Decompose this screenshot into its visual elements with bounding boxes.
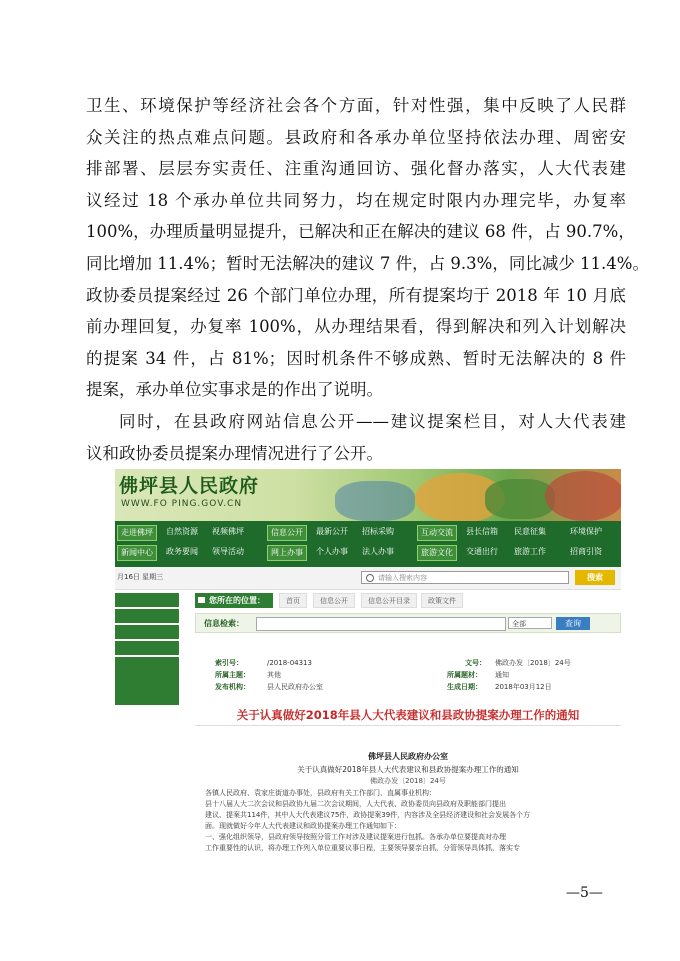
info-search-input[interactable] bbox=[256, 617, 506, 631]
nav-item[interactable]: 法人办事 bbox=[362, 547, 394, 556]
meta-key: 文号： bbox=[465, 659, 486, 667]
text-line: 排部署、层层夯实责任、注重沟通回访、强化督办落实，人大代表建 bbox=[86, 159, 626, 179]
document-subtitle: 关于认真做好2018年县人大代表建议和县政协提案办理工作的通知 bbox=[297, 765, 519, 774]
nav-item[interactable]: 环境保护 bbox=[570, 527, 602, 536]
meta-value: 通知 bbox=[495, 671, 509, 679]
current-date: 月16日 星期三 bbox=[117, 573, 164, 581]
breadcrumb-item[interactable]: 信息公开 bbox=[313, 593, 355, 608]
breadcrumb-item[interactable]: 首页 bbox=[279, 593, 307, 608]
main-nav bbox=[115, 521, 621, 567]
page-number: —5— bbox=[566, 885, 603, 901]
info-search-bar bbox=[195, 613, 621, 633]
site-search-button[interactable]: 搜索 bbox=[575, 570, 615, 585]
meta-row bbox=[195, 669, 621, 681]
nav-row-2 bbox=[115, 545, 621, 565]
body-line: 县十八届人大二次会议和县政协九届二次会议期间，人大代表、政协委员向县政府及职能部门提出 bbox=[205, 800, 506, 808]
body-line: 一、强化组织领导，县政府领导按照分管工作对涉及建议提案进行包抓。各承办单位要提高对办理 bbox=[205, 833, 506, 841]
text-line: 政协委员提案经过 26 个部门单位办理，所有提案均于 2018 年 10 月底 bbox=[86, 285, 626, 305]
sidebar-item[interactable] bbox=[115, 625, 179, 639]
body-paragraph-1 bbox=[86, 90, 649, 406]
nav-item[interactable]: 旅游工作 bbox=[514, 547, 546, 556]
search-icon bbox=[366, 574, 374, 582]
body-paragraph-2 bbox=[86, 406, 626, 469]
meta-key: 发布机构： bbox=[215, 683, 250, 691]
document-metadata bbox=[195, 657, 621, 693]
body-line: 各镇人民政府、袁家庄街道办事处，县政府有关工作部门、直属事业机构： bbox=[205, 789, 436, 797]
meta-value: 其他 bbox=[267, 671, 281, 679]
meta-key: 所属主题： bbox=[215, 671, 250, 679]
home-icon bbox=[198, 597, 205, 603]
nav-item[interactable]: 旅游文化 bbox=[417, 545, 457, 561]
nav-item[interactable]: 最新公开 bbox=[316, 527, 348, 536]
nav-item[interactable]: 领导活动 bbox=[212, 547, 244, 556]
nav-item[interactable]: 县长信箱 bbox=[466, 527, 498, 536]
search-placeholder: 请输入搜索内容 bbox=[378, 574, 427, 582]
info-search-select[interactable]: 全部 bbox=[508, 617, 552, 629]
nav-item[interactable]: 政务要闻 bbox=[166, 547, 198, 556]
location-label: 您所在的位置： bbox=[195, 593, 273, 608]
site-title: 佛坪县人民政府 bbox=[119, 475, 260, 497]
text-line: 卫生、环境保护等经济社会各个方面，针对性强，集中反映了人民群 bbox=[86, 96, 626, 115]
nav-item[interactable]: 信息公开 bbox=[267, 525, 307, 541]
nav-item[interactable]: 招标采购 bbox=[362, 527, 394, 536]
site-search-input[interactable] bbox=[361, 571, 569, 584]
text-line: 议经过 18 个承办单位共同努力，均在规定时限内办理完毕，办复率 bbox=[86, 190, 626, 210]
meta-key: 索引号： bbox=[215, 659, 243, 667]
text-line: 提案，承办单位实事求是的作出了说明。 bbox=[86, 380, 383, 400]
text-line: 众关注的热点难点问题。县政府和各承办单位坚持依法办理、周密安 bbox=[86, 127, 626, 147]
meta-value: 2018年03月12日 bbox=[495, 683, 552, 691]
breadcrumb bbox=[195, 593, 621, 609]
document-body bbox=[205, 788, 617, 854]
breadcrumb-item[interactable]: 政策文件 bbox=[421, 593, 463, 608]
meta-value: 佛政办发〔2018〕24号 bbox=[495, 659, 571, 667]
document-title: 关于认真做好2018年县人大代表建议和县政协提案办理工作的通知 bbox=[236, 708, 580, 722]
body-line: 建议、提案共114件，其中人大代表建议75件，政协提案39件，内容涉及全县经济建设和社会发展各个方 bbox=[205, 811, 531, 819]
nav-item[interactable]: 视频佛坪 bbox=[212, 527, 244, 536]
nav-item[interactable]: 交通出行 bbox=[466, 547, 498, 556]
meta-key: 生成日期： bbox=[447, 683, 482, 691]
text-line: 前办理回复，办复率 100%，从办理结果看，得到解决和列入计划解决 bbox=[86, 317, 626, 337]
meta-row bbox=[195, 681, 621, 693]
meta-row bbox=[195, 657, 621, 669]
sidebar-item[interactable] bbox=[115, 609, 179, 623]
info-search-button[interactable]: 查询 bbox=[556, 617, 590, 630]
meta-value: /2018-04313 bbox=[267, 659, 312, 667]
nav-item[interactable]: 民意征集 bbox=[514, 527, 546, 536]
nav-item[interactable]: 个人办事 bbox=[316, 547, 348, 556]
sidebar-item[interactable] bbox=[115, 641, 179, 655]
site-banner bbox=[115, 469, 621, 521]
nav-item[interactable]: 自然资源 bbox=[166, 527, 198, 536]
meta-value: 县人民政府办公室 bbox=[267, 683, 323, 691]
nav-row-1 bbox=[115, 525, 621, 545]
document-issuer: 佛坪县人民政府办公室 bbox=[368, 752, 448, 761]
text-line: 同比增加 11.4%；暂时无法解决的建议 7 件，占 9.3%，同比减少 11.4%。 bbox=[86, 253, 649, 273]
text-line: 同时，在县政府网站信息公开——建议提案栏目，对人大代表建 bbox=[119, 412, 626, 431]
nav-item[interactable]: 招商引资 bbox=[570, 547, 602, 556]
date-search-bar bbox=[115, 567, 621, 590]
text-line: 100%，办理质量明显提升，已解决和正在解决的建议 68 件，占 90.7%， bbox=[86, 222, 635, 242]
sidebar-item[interactable] bbox=[115, 657, 179, 705]
divider bbox=[195, 725, 621, 726]
document-number: 佛政办发〔2018〕24号 bbox=[370, 777, 446, 785]
info-search-label: 信息检索： bbox=[204, 619, 244, 628]
nav-item[interactable]: 新闻中心 bbox=[117, 545, 157, 561]
nav-item[interactable]: 网上办事 bbox=[267, 545, 307, 561]
sidebar-item[interactable] bbox=[115, 593, 179, 607]
nav-item[interactable]: 互动交流 bbox=[417, 525, 457, 541]
breadcrumb-item[interactable]: 信息公开目录 bbox=[361, 593, 417, 608]
left-sidebar bbox=[115, 591, 185, 869]
text-line: 的提案 34 件，占 81%；因时机条件不够成熟、暂时无法解决的 8 件 bbox=[86, 348, 626, 368]
text-line: 议和政协委员提案办理情况进行了公开。 bbox=[86, 443, 383, 463]
body-line: 工作重要性的认识，将办理工作列入单位重要议事日程，主要领导要亲自抓，分管领导具体抓，落实专 bbox=[205, 844, 520, 852]
site-url: WWW.FO PING.GOV.CN bbox=[121, 499, 243, 509]
meta-key: 所属题材： bbox=[447, 671, 482, 679]
embedded-website-screenshot bbox=[115, 469, 621, 869]
body-line: 面。现就做好今年人大代表建议和政协提案办理工作通知如下： bbox=[205, 822, 401, 830]
nav-item[interactable]: 走进佛坪 bbox=[117, 525, 157, 541]
